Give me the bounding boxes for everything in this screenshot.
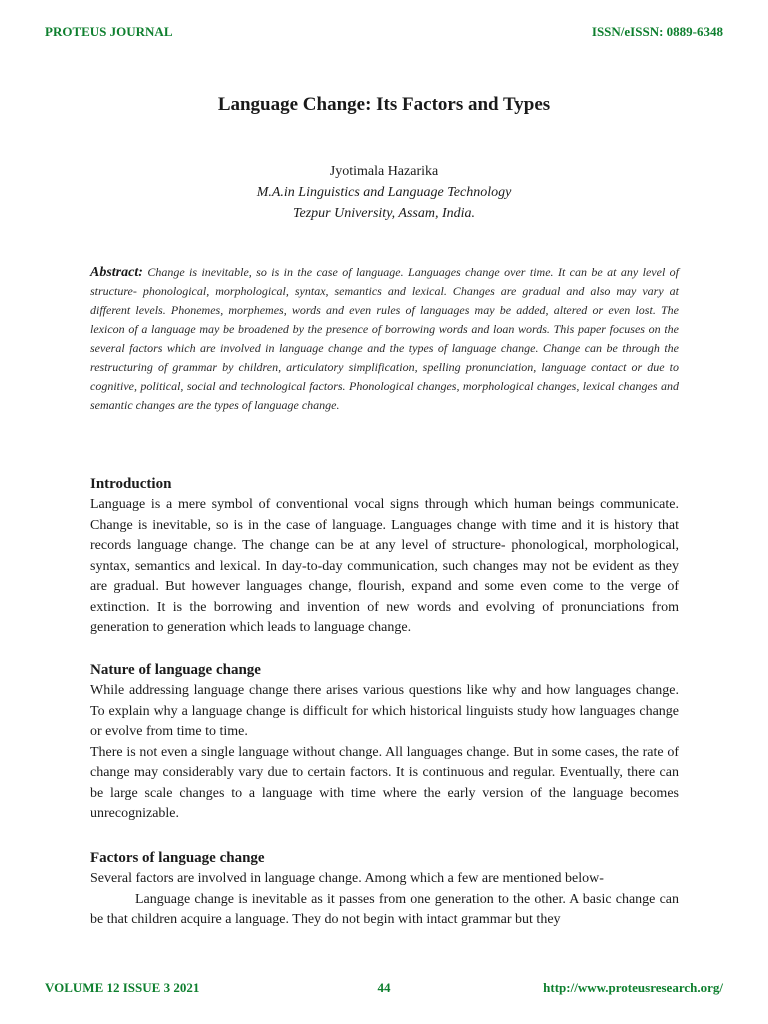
section-factors — [90, 848, 679, 931]
section-nature — [90, 660, 679, 825]
page-footer — [45, 980, 723, 996]
journal-url[interactable]: http://www.proteusresearch.org/ — [543, 980, 723, 995]
paragraph: There is not even a single language without change. All languages change. But in some cases, the rate of change may considerably vary due to certain factors. It is continuous and regular. Eventually, there can be large scale changes to a language with time where the early version of the language becomes unrecognizable. — [90, 744, 679, 821]
paragraph: Several factors are involved in language change. Among which a few are mentioned below- — [90, 871, 604, 886]
paragraph: Language change is inevitable as it passes from one generation to the other. A basic change can be that children acquire a language. They do not begin with intact grammar but they — [90, 891, 679, 927]
author-name: Jyotimala Hazarika — [329, 164, 439, 179]
section-heading: Factors of language change — [90, 850, 265, 866]
author-block — [0, 161, 768, 224]
volume-issue: VOLUME 12 ISSUE 3 2021 — [45, 980, 200, 995]
paper-title: Language Change: Its Factors and Types — [217, 94, 551, 115]
section-heading: Nature of language change — [90, 662, 261, 678]
abstract-label: Abstract: — [90, 265, 143, 280]
issn-label: ISSN/eISSN: 0889-6348 — [591, 24, 723, 39]
paragraph: Language is a mere symbol of conventional vocal signs through which human beings communicate. Change is inevitable, so is in the case of language. Languages change with time and it is history that records language change. The change can be at any level of structure- phonological, morphological, syntax, semantics and lexical. In day-to-day communication, such changes may not be evident as they are gradual. But however languages change, flourish, expand and some even come to the verge of extinction. It is the borrowing and invention of new words and evolving of pronunciations from generation to generation which leads to language change. — [90, 497, 679, 635]
abstract-text: Change is inevitable, so is in the case of language. Languages change over time. It can be at any level of structure- phonological, morphological, syntax, semantics and lexical. Changes are gradual and also may vary at different levels. Phonemes, morphemes, words and even rules of languages may be added, altered or even lost. The lexicon of a language may be broadened by the presence of borrowing words and loan words. This paper focuses on the several factors which are involved in language change and the types of language change. Change can be through the restructuring of grammar by children, articulatory simplification, spelling pronunciation, language contact or due to cognitive, political, social and technological factors. Phonological changes, morphological changes, lexical changes and semantic changes are the types of language change. — [90, 265, 680, 412]
journal-name: PROTEUS JOURNAL — [45, 24, 173, 39]
section-heading: Introduction — [90, 476, 172, 492]
abstract — [90, 263, 679, 415]
section-introduction — [90, 474, 679, 639]
page-number: 44 — [377, 980, 391, 995]
author-degree: M.A.in Linguistics and Language Technology — [256, 185, 512, 200]
page-header — [45, 24, 723, 40]
paragraph: While addressing language change there arises various questions like why and how languages change. To explain why a language change is difficult for which historical linguists study how languages change or evolve from time to time. — [90, 683, 679, 739]
author-affiliation: Tezpur University, Assam, India. — [292, 206, 475, 221]
